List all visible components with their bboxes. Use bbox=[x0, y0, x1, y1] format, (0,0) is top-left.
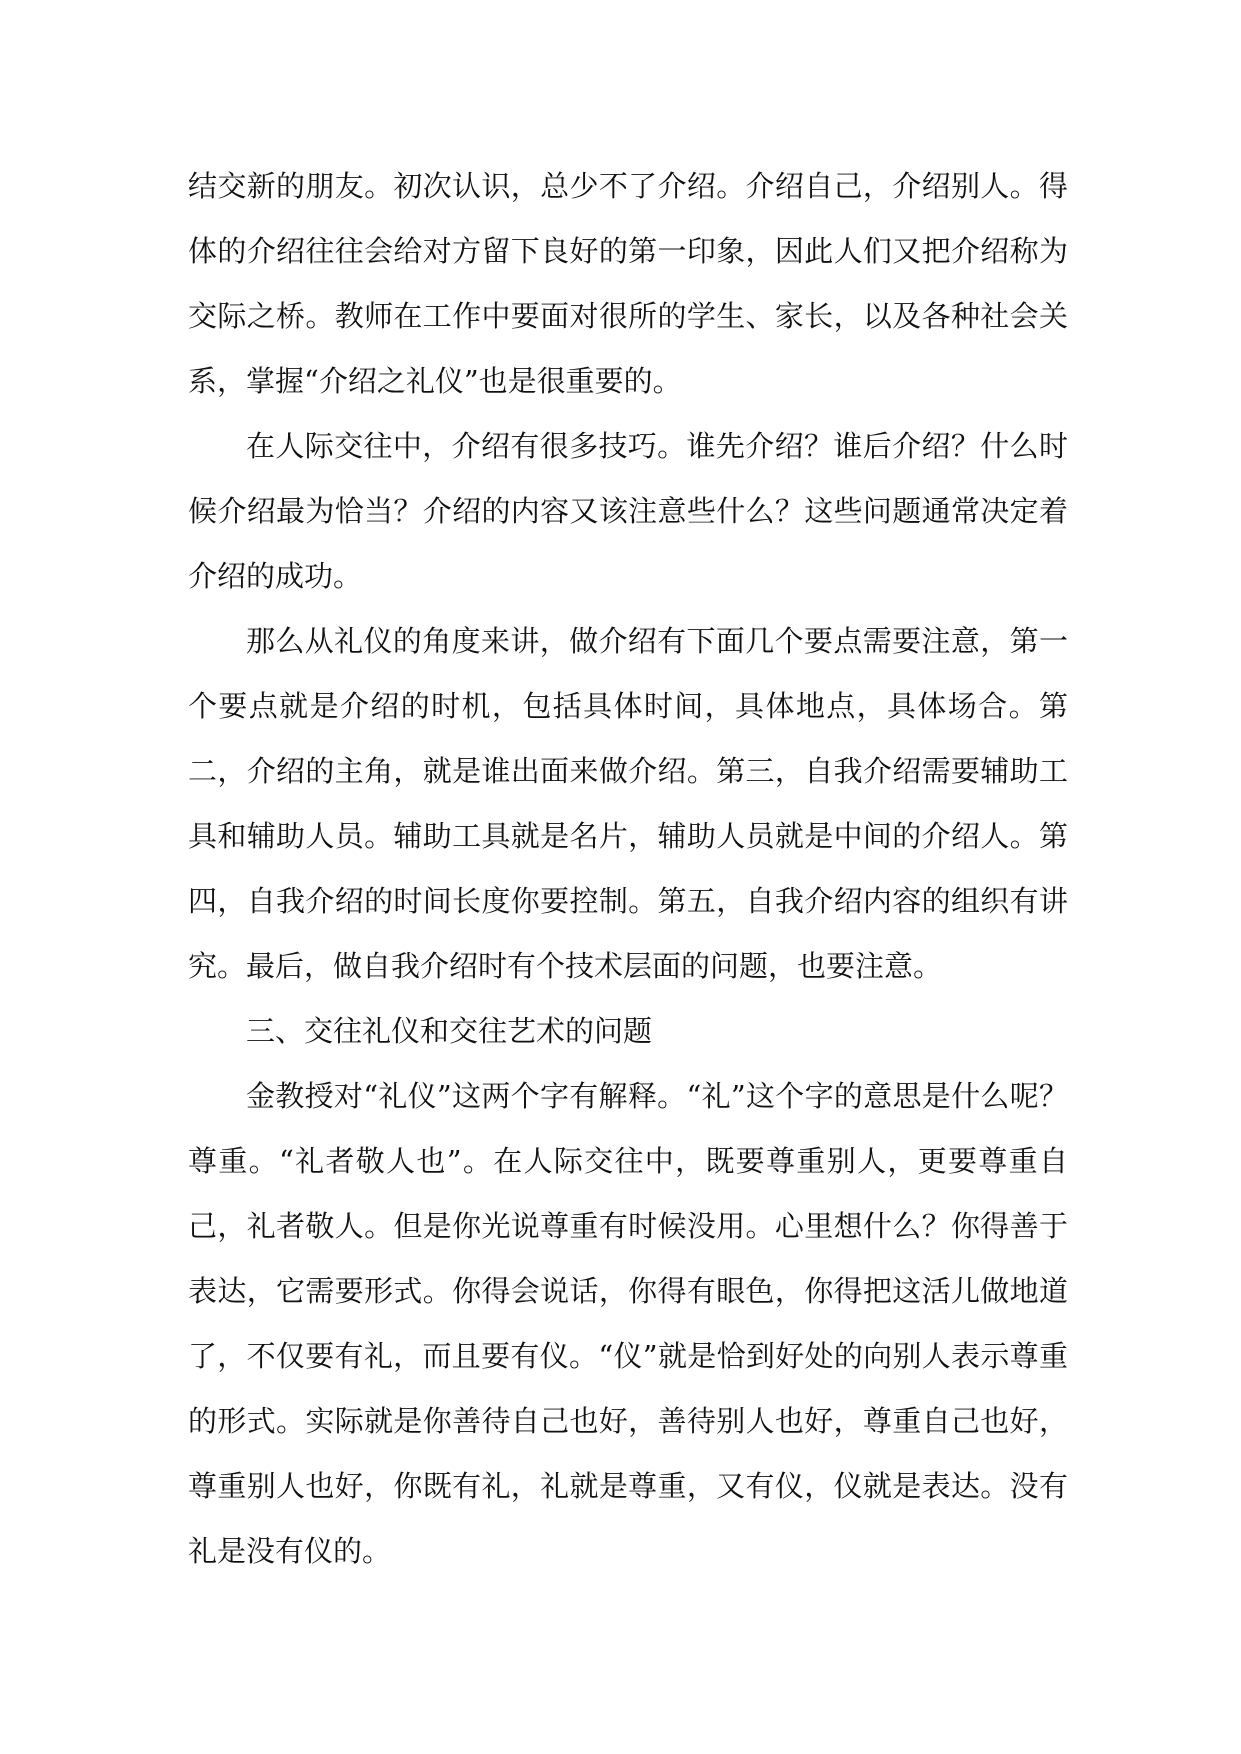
paragraph-introduction-skills: 在人际交往中，介绍有很多技巧。谁先介绍？谁后介绍？什么时候介绍最为恰当？介绍的内容又该注意些什么？这些问题通常决定着介绍的成功。 bbox=[188, 429, 1068, 593]
paragraph-intro: 结交新的朋友。初次认识，总少不了介绍。介绍自己，介绍别人。得体的介绍往往会给对方留下良好的第一印象，因此人们又把介绍称为交际之桥。教师在工作中要面对很所的学生、家长，以及各种社会关系，掌握“介绍之礼仪”也是很重要的。 bbox=[188, 169, 1068, 398]
paragraph-key-points: 那么从礼仪的角度来讲，做介绍有下面几个要点需要注意，第一个要点就是介绍的时机，包括具体时间，具体地点，具体场合。第二，介绍的主角，就是谁出面来做介绍。第三，自我介绍需要辅助工具和辅助人员。辅助工具就是名片，辅助人员就是中间的介绍人。第四，自我介绍的时间长度你要控制。第五，自我介绍内容的组织有讲究。最后，做自我介绍时有个技术层面的问题，也要注意。 bbox=[188, 624, 1068, 983]
paragraph-etiquette-meaning: 金教授对“礼仪”这两个字有解释。“礼”这个字的意思是什么呢？尊重。“礼者敬人也”。在人际交往中，既要尊重别人，更要尊重自己，礼者敬人。但是你光说尊重有时候没用。心里想什么？你得善于表达，它需要形式。你得会说话，你得有眼色，你得把这活儿做地道了，不仅要有礼，而且要有仪。“仪”就是恰到好处的向别人表示尊重的形式。实际就是你善待自己也好，善待别人也好，尊重自己也好，尊重别人也好，你既有礼，礼就是尊重，又有仪，仪就是表达。没有礼是没有仪的。 bbox=[188, 1079, 1068, 1568]
section-heading: 三、交往礼仪和交往艺术的问题 bbox=[246, 1014, 653, 1048]
document-body bbox=[188, 154, 1068, 1584]
